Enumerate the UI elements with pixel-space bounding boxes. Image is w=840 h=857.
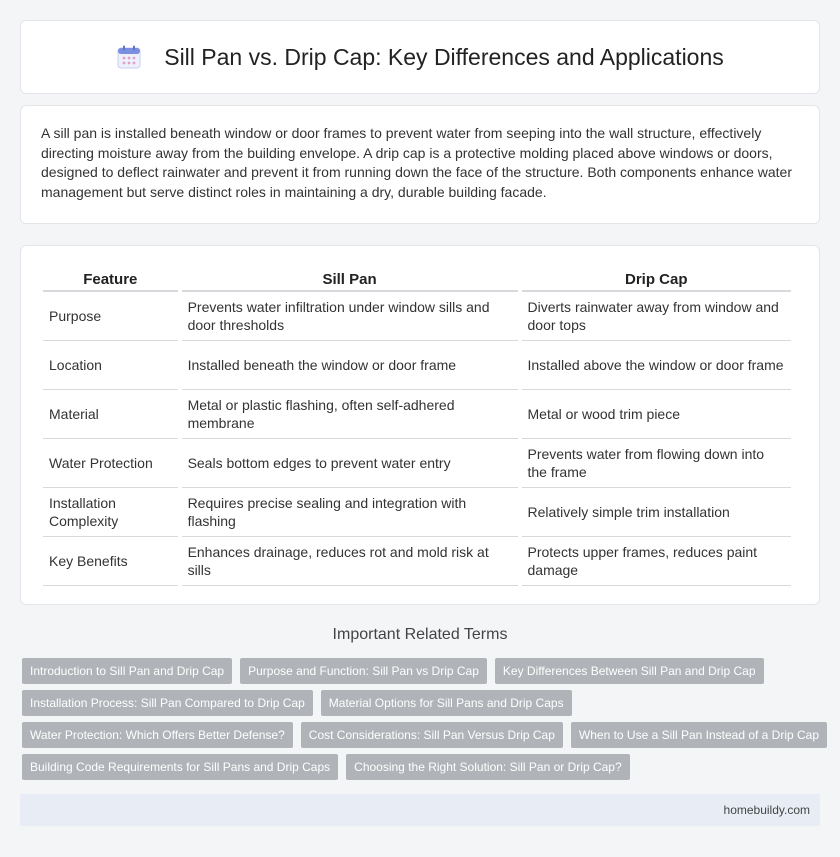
related-term-tag[interactable]: Installation Process: Sill Pan Compared to Drip Cap	[22, 690, 313, 716]
table-row	[43, 292, 791, 341]
table-row	[43, 341, 791, 390]
related-terms-title: Important Related Terms	[332, 626, 508, 643]
table-cell: Material	[43, 390, 178, 439]
comparison-table-card	[20, 245, 820, 605]
table-row	[43, 488, 791, 537]
related-term-tag[interactable]: Water Protection: Which Offers Better Defense?	[22, 722, 293, 748]
page-title: Sill Pan vs. Drip Cap: Key Differences and Applications	[164, 43, 724, 70]
table-cell: Metal or plastic flashing, often self-adhered membrane	[182, 390, 518, 439]
table-header: Feature	[43, 266, 178, 292]
related-term-tag[interactable]: Purpose and Function: Sill Pan vs Drip Cap	[240, 658, 487, 684]
table-cell: Key Benefits	[43, 537, 178, 586]
table-cell: Relatively simple trim installation	[522, 488, 792, 537]
related-term-tag[interactable]: Key Differences Between Sill Pan and Drip Cap	[495, 658, 764, 684]
table-cell: Seals bottom edges to prevent water entry	[182, 439, 518, 488]
intro-text: A sill pan is installed beneath window or door frames to prevent water from seeping into the wall structure, effectively directing moisture away from the building envelope. A drip cap is a protective molding placed above windows or doors, designed to deflect rainwater and prevent it from running down the face of the structure. Both components enhance water management but serve distinct roles in maintaining a dry, durable building facade.	[41, 125, 793, 200]
footer-site-link[interactable]: homebuildy.com	[723, 803, 810, 817]
related-terms-list	[22, 658, 822, 786]
title-card	[20, 20, 820, 94]
table-cell: Enhances drainage, reduces rot and mold risk at sills	[182, 537, 518, 586]
related-term-tag[interactable]: When to Use a Sill Pan Instead of a Drip Cap	[571, 722, 827, 748]
related-term-tag[interactable]: Introduction to Sill Pan and Drip Cap	[22, 658, 232, 684]
comparison-table	[39, 266, 795, 586]
table-cell: Prevents water from flowing down into the frame	[522, 439, 792, 488]
table-header: Sill Pan	[182, 266, 518, 292]
table-cell: Installed above the window or door frame	[522, 341, 792, 390]
related-term-tag[interactable]: Material Options for Sill Pans and Drip Caps	[321, 690, 572, 716]
table-row	[43, 537, 791, 586]
table-cell: Water Protection	[43, 439, 178, 488]
related-term-tag[interactable]: Building Code Requirements for Sill Pans and Drip Caps	[22, 754, 338, 780]
calendar-icon	[116, 44, 142, 70]
table-header-row	[43, 266, 791, 292]
table-cell: Metal or wood trim piece	[522, 390, 792, 439]
related-term-tag[interactable]: Choosing the Right Solution: Sill Pan or Drip Cap?	[346, 754, 629, 780]
tag-row	[22, 658, 822, 684]
tag-row	[22, 690, 822, 716]
table-header: Drip Cap	[522, 266, 792, 292]
table-row	[43, 390, 791, 439]
table-cell: Diverts rainwater away from window and door tops	[522, 292, 792, 341]
table-cell: Prevents water infiltration under window sills and door thresholds	[182, 292, 518, 341]
table-cell: Installed beneath the window or door frame	[182, 341, 518, 390]
footer	[20, 794, 820, 826]
table-cell: Location	[43, 341, 178, 390]
related-term-tag[interactable]: Cost Considerations: Sill Pan Versus Drip Cap	[301, 722, 563, 748]
tag-row	[22, 754, 822, 780]
table-cell: Protects upper frames, reduces paint damage	[522, 537, 792, 586]
table-cell: Installation Complexity	[43, 488, 178, 537]
table-cell: Requires precise sealing and integration with flashing	[182, 488, 518, 537]
table-cell: Purpose	[43, 292, 178, 341]
table-row	[43, 439, 791, 488]
tag-row	[22, 722, 822, 748]
intro-card	[20, 105, 820, 224]
